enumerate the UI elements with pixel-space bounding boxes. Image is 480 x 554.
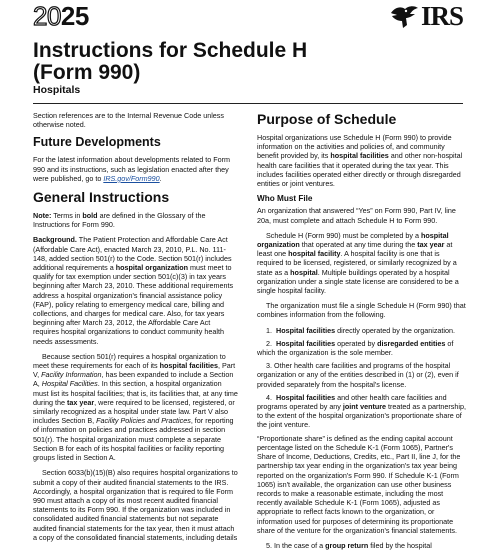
page-subtitle: Hospitals: [33, 84, 81, 96]
list-item-4-term-b: joint venture: [342, 402, 387, 412]
sh-text-d: . A hospital facility is one that is required to be licensed, registered, or similarly recognized by a state as a: [257, 249, 457, 277]
document-header: [33, 0, 463, 110]
future-period: .: [159, 173, 162, 183]
future-text: For the latest information about developments related to Form 990 and its instructions, such as legislation enacted after they were published, go to: [33, 155, 230, 183]
p2-italic-c: Facility Policies and Practices: [96, 416, 191, 426]
sh-term-b: tax year: [417, 240, 445, 250]
tax-year-outline: 20: [33, 1, 61, 31]
who-must-file-heading: Who Must File: [257, 194, 313, 204]
list-item-2: [257, 339, 467, 357]
background-text-a: The Patient Protection and Affordable Care Act (Affordable Care Act), enacted March 23, 2010, P.L. No. 111-148, added section 501(r) to the Code. Section 501(r) includes additional requirements a: [33, 235, 232, 273]
p2-text-c: , has been expanded to include a Section A,: [33, 370, 234, 389]
note-text-b: are defined in the Glossary of the Instructions for Form 990.: [33, 211, 206, 230]
list-number-2: 2.: [266, 338, 272, 348]
note-text-a: Terms in: [51, 211, 83, 221]
sh-text-a: Schedule H (Form 990) must be completed by a: [266, 230, 422, 240]
list-item-5-text-b: filed by the hospital: [368, 540, 432, 550]
background-label: Background.: [33, 235, 77, 245]
p2-text-f: , for reporting of information on policies and practices addressed in section 501(r). The hospital organization must complete a separate Section B for each of its hospital facilities or facility reporting groups listed in Section A.: [33, 416, 234, 463]
right-column: [257, 111, 467, 554]
general-instructions-heading: General Instructions: [33, 189, 170, 206]
note-paragraph: [33, 211, 238, 229]
list-item-3: 3. Other health care facilities and programs of the hospital organization or any of the entities described in (1) or (2), even if provided separately from the hospital's license.: [257, 361, 459, 389]
eagle-icon: [389, 3, 419, 29]
list-number-4: 4.: [266, 392, 272, 402]
left-column: [33, 111, 238, 548]
list-item-2-text-b: of which the organization is the sole member.: [257, 338, 454, 358]
sh-text-b: that operated at any time during the: [299, 240, 418, 250]
list-item-2-text-a: operated by: [335, 338, 378, 348]
list-item-4-term-a: Hospital facilities: [276, 392, 336, 402]
tax-year: [33, 1, 89, 31]
sh-text-c: at least one: [257, 240, 453, 259]
note-bold-word: bold: [82, 211, 98, 221]
list-item-1-text: directly operated by the organization.: [335, 325, 455, 335]
p2-italic-a: Facility Information: [41, 370, 102, 380]
list-item-1-term: Hospital facilities: [276, 325, 336, 335]
background-term: hospital organization: [115, 263, 188, 273]
background-paragraph: [33, 235, 238, 345]
list-item-2-term-b: disregarded entities: [377, 338, 446, 348]
intro-paragraph: Section references are to the Internal Revenue Code unless otherwise noted.: [33, 111, 224, 130]
purpose-heading: Purpose of Schedule: [257, 111, 397, 127]
single-schedule-paragraph: The organization must file a single Schedule H (Form 990) that combines information from the following.: [257, 301, 466, 320]
list-item-5-text-a: 5. In the case of a: [266, 540, 326, 550]
future-developments-paragraph: [33, 155, 238, 183]
page-title: [33, 40, 307, 84]
sh-term-d: hospital: [290, 267, 318, 277]
p2-italic-b: Hospital Facilities: [41, 379, 98, 389]
list-item-5: [257, 541, 467, 550]
list-item-4-text-b: treated as a partnership, to the extent of the hospital organization's proportionate share of the joint venture.: [257, 402, 466, 430]
header-divider: [33, 103, 463, 104]
title-line-2: (Form 990): [33, 61, 141, 84]
section-501r-paragraph: [33, 352, 238, 462]
irs-wordmark: IRS: [420, 1, 463, 31]
sh-term-a: hospital organization: [257, 230, 449, 250]
sh-text-e: . Multiple buildings operated by a hospital organization under a single state license are considered to be a single hospital facility.: [257, 267, 459, 296]
future-developments-heading: Future Developments: [33, 135, 161, 150]
purpose-text-b: and other non-hospital health care facilities that it operated during the tax year. This includes facilities operated either directly or through disregarded entities or joint ventures.: [257, 151, 463, 189]
who-must-file-paragraph: An organization that answered “Yes” on Form 990, Part IV, line 20a, must complete and attach Schedule H to Form 990.: [257, 206, 456, 225]
proportionate-share-paragraph: “Proportionate share” is defined as the ending capital account percentage listed on the Schedule K-1 (Form 1065), Partner's Share of Income, Deductions, Credits, etc., Part II, line J, for the partnership tax year ending in the organization's tax year being reported on the organization's Form 990. If Schedule K-1 (Form 1065) isn't available, the organization can use other business records to make a reasonable estimate, including the most recently available Schedule K-1 (Form 1065), adjusted as appropriate to reflect facts known to the organization, or information used for purposes of determining its proportionate share of the venture for the organization's financial statements.: [257, 433, 461, 535]
list-item-4-text-a: and other health care facilities and programs operated by any: [257, 392, 447, 412]
p2-term-b: tax year: [66, 397, 95, 407]
p2-text-a: Because section 501(r) requires a hospital organization to meet these requirements for each of its: [33, 351, 226, 371]
title-line-1: Instructions for Schedule H: [33, 39, 308, 62]
background-text-b: must meet to qualify for tax exemption under section 501(c)(3) in tax years beginning after March 23, 2010. These additional requirements address a hospital organization's financial assistance policy (FAP), policy relating to emergency medical care, billing and collections, and charges for medical care. Also, for tax years beginning after March 23, 2012, the Affordable Care Act requires hospital organizations to conduct community health needs assessments.: [33, 263, 234, 346]
list-item-5-term: group return: [325, 540, 369, 550]
note-label: Note:: [33, 211, 52, 221]
form990-link[interactable]: IRS.gov/Form990: [103, 173, 160, 183]
p2-term-a: hospital facilities: [159, 361, 218, 371]
schedule-h-paragraph: [257, 231, 467, 295]
p2-text-d: . In this section, a hospital organization must list its hospital facilities; that is, its facilities that, at any time during the: [33, 379, 238, 407]
list-item-2-term-a: Hospital facilities: [276, 338, 336, 348]
irs-logo: [389, 3, 463, 29]
section-6033-paragraph: Section 6033(b)(15)(B) also requires hospital organizations to submit a copy of their audited financial statements to the IRS. Accordingly, a hospital organization that is required to file Form 990 must attach a copy of its most recent audited financial statements to its Form 990. If the organization was included in consolidated audited financial statements but not separate audited financial statements for the tax year, then it must attach a copy of the consolidated financial statements, including details: [33, 468, 238, 542]
tax-year-solid: 25: [60, 1, 89, 31]
purpose-text-a: Hospital organizations use Schedule H (Form 990) to provide information on the activities and policies of, and community benefit provided by, its: [257, 133, 452, 161]
purpose-paragraph: [257, 133, 467, 188]
sh-term-c: hospital facility: [288, 249, 341, 259]
list-item-1: [257, 326, 467, 335]
list-number-1: 1.: [266, 325, 272, 335]
p2-text-e: , were required to be licensed, registered, or similarly recognized as a hospital under state law. Part V also includes Section B,: [33, 397, 235, 426]
list-item-4: [257, 393, 467, 430]
purpose-term: hospital facilities: [330, 151, 389, 161]
p2-text-b: , Part V,: [33, 361, 236, 380]
